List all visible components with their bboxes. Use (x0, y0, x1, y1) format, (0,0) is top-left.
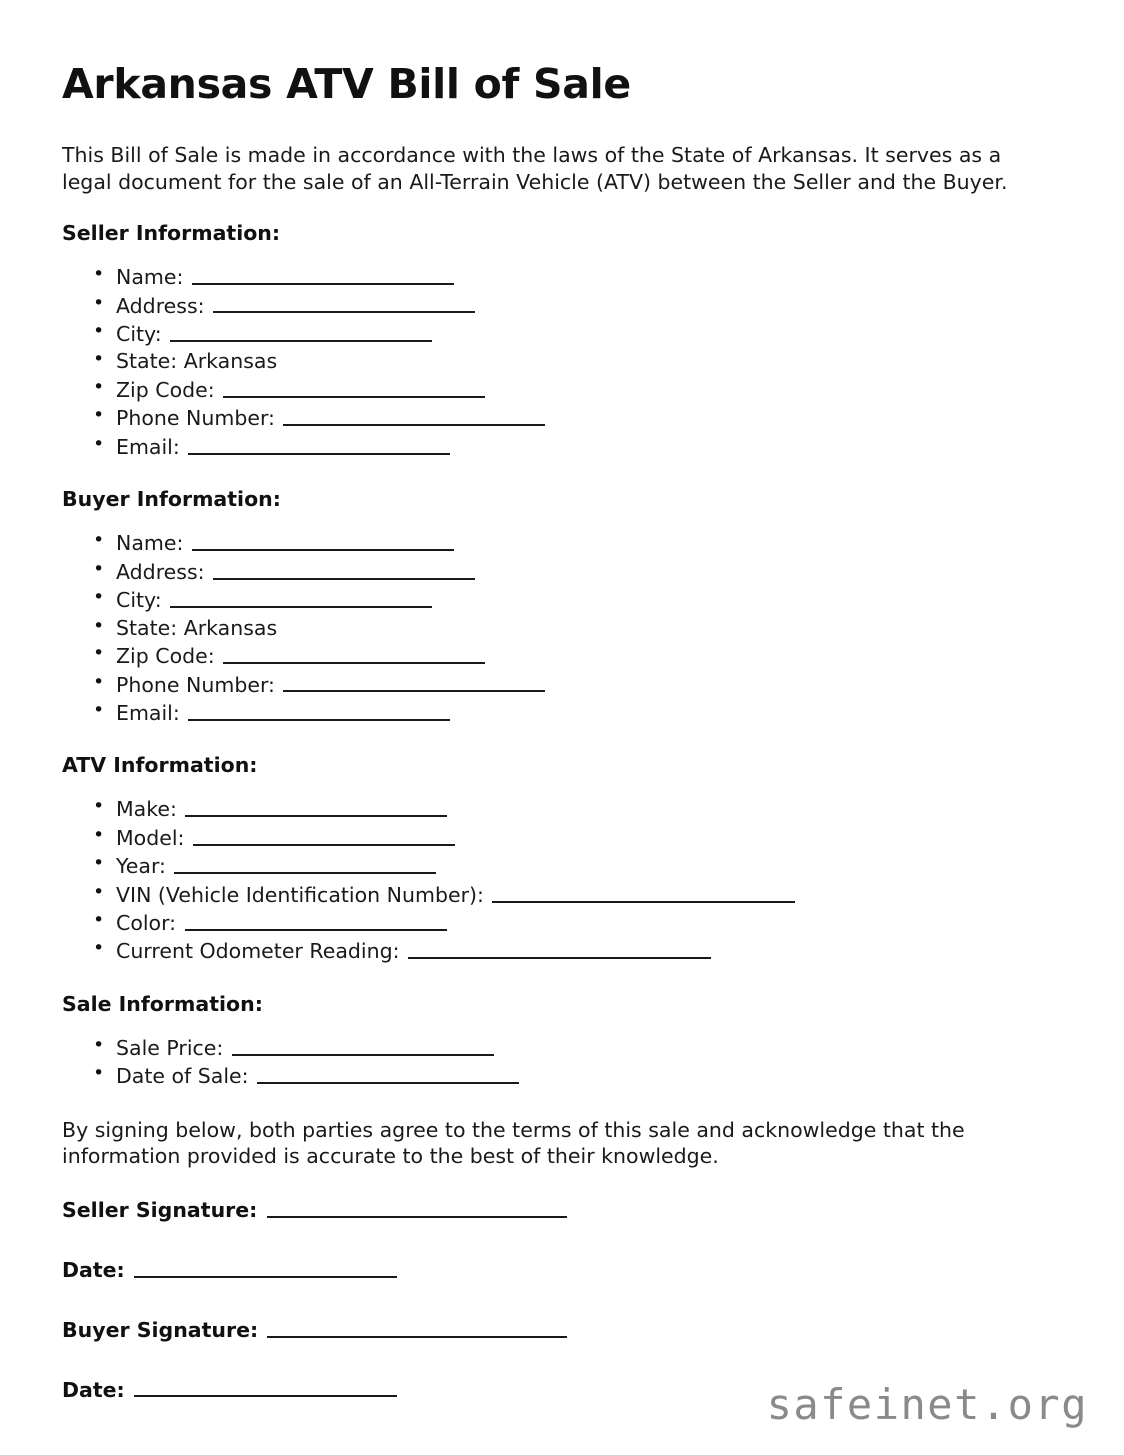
buyer-address-blank[interactable] (213, 559, 475, 580)
document-content (62, 62, 1062, 1435)
list-item (62, 909, 1062, 937)
list-item (62, 937, 1062, 965)
list-item (62, 586, 1062, 614)
list-item (62, 348, 1062, 376)
sale-section-heading: Sale Information: (62, 991, 263, 1016)
list-item (62, 320, 1062, 348)
field-label: Make: (116, 797, 177, 822)
seller-address-blank[interactable] (213, 293, 475, 314)
field-label: Year: (116, 854, 166, 879)
list-item (62, 852, 1062, 880)
intro-paragraph: This Bill of Sale is made in accordance with the laws of the State of Arkansas. It serves as a legal document for the sale of an All-Terrain Vehicle (ATV) between the Seller and the Buyer. (62, 142, 1008, 194)
field-label: Color: (116, 910, 177, 935)
buyer-signature-row (62, 1316, 1062, 1342)
buyer-date-label: Date: (62, 1377, 125, 1402)
field-label: Address: (116, 559, 205, 584)
seller-signature-label: Seller Signature: (62, 1197, 258, 1222)
seller-signature-row (62, 1196, 1062, 1222)
list-item (62, 699, 1062, 727)
buyer-section-heading: Buyer Information: (62, 487, 281, 512)
seller-signature-blank[interactable] (267, 1197, 567, 1218)
list-item (62, 615, 1062, 643)
atv-year-blank[interactable] (174, 853, 436, 874)
buyer-state-value: Arkansas (183, 615, 278, 640)
list-item (62, 881, 1062, 909)
field-label: Name: (116, 265, 184, 290)
sale-date-blank[interactable] (257, 1063, 519, 1084)
field-label: State: (116, 615, 178, 640)
list-item (62, 263, 1062, 291)
field-label: Email: (116, 434, 180, 459)
field-label: VIN (Vehicle Identification Number): (116, 882, 484, 907)
buyer-zip-blank[interactable] (223, 643, 485, 664)
buyer-email-blank[interactable] (188, 700, 450, 721)
page-title: Arkansas ATV Bill of Sale (62, 60, 631, 108)
buyer-city-blank[interactable] (170, 587, 432, 608)
closing-paragraph: By signing below, both parties agree to the terms of this sale and acknowledge that the information provided is accurate to the best of their knowledge. (62, 1117, 965, 1169)
field-label: Model: (116, 825, 185, 850)
list-item (62, 671, 1062, 699)
seller-phone-blank[interactable] (283, 405, 545, 426)
list-item (62, 292, 1062, 320)
field-label: City: (116, 321, 162, 346)
buyer-signature-label: Buyer Signature: (62, 1317, 259, 1342)
field-label: City: (116, 587, 162, 612)
seller-section-heading: Seller Information: (62, 221, 281, 246)
list-item (62, 642, 1062, 670)
list-item (62, 529, 1062, 557)
field-label: Current Odometer Reading: (116, 939, 400, 964)
buyer-field-list (62, 529, 1062, 727)
atv-model-blank[interactable] (193, 825, 455, 846)
field-label: Zip Code: (116, 377, 215, 402)
seller-name-blank[interactable] (192, 264, 454, 285)
atv-field-list (62, 795, 1062, 966)
atv-vin-blank[interactable] (492, 882, 795, 903)
list-item (62, 376, 1062, 404)
seller-date-label: Date: (62, 1257, 125, 1282)
sale-field-list (62, 1034, 1062, 1091)
list-item (62, 1062, 1062, 1090)
seller-date-blank[interactable] (134, 1257, 397, 1278)
buyer-date-blank[interactable] (134, 1377, 397, 1398)
atv-color-blank[interactable] (185, 910, 447, 931)
atv-make-blank[interactable] (185, 796, 447, 817)
list-item (62, 558, 1062, 586)
atv-odometer-blank[interactable] (408, 938, 711, 959)
field-label: Phone Number: (116, 406, 275, 431)
list-item (62, 795, 1062, 823)
site-watermark: safeinet.org (766, 1380, 1088, 1429)
buyer-name-blank[interactable] (192, 530, 454, 551)
seller-state-value: Arkansas (183, 349, 278, 374)
field-label: Address: (116, 293, 205, 318)
field-label: State: (116, 349, 178, 374)
buyer-signature-blank[interactable] (267, 1317, 567, 1338)
list-item (62, 824, 1062, 852)
buyer-phone-blank[interactable] (283, 672, 545, 693)
seller-date-row (62, 1256, 1062, 1282)
field-label: Zip Code: (116, 643, 215, 668)
field-label: Name: (116, 531, 184, 556)
seller-zip-blank[interactable] (223, 377, 485, 398)
seller-field-list (62, 263, 1062, 461)
sale-price-blank[interactable] (232, 1035, 494, 1056)
field-label: Date of Sale: (116, 1064, 249, 1089)
list-item (62, 433, 1062, 461)
seller-email-blank[interactable] (188, 434, 450, 455)
list-item (62, 1034, 1062, 1062)
list-item (62, 404, 1062, 432)
field-label: Email: (116, 700, 180, 725)
seller-city-blank[interactable] (170, 321, 432, 342)
atv-section-heading: ATV Information: (62, 753, 258, 778)
field-label: Sale Price: (116, 1035, 224, 1060)
field-label: Phone Number: (116, 672, 275, 697)
